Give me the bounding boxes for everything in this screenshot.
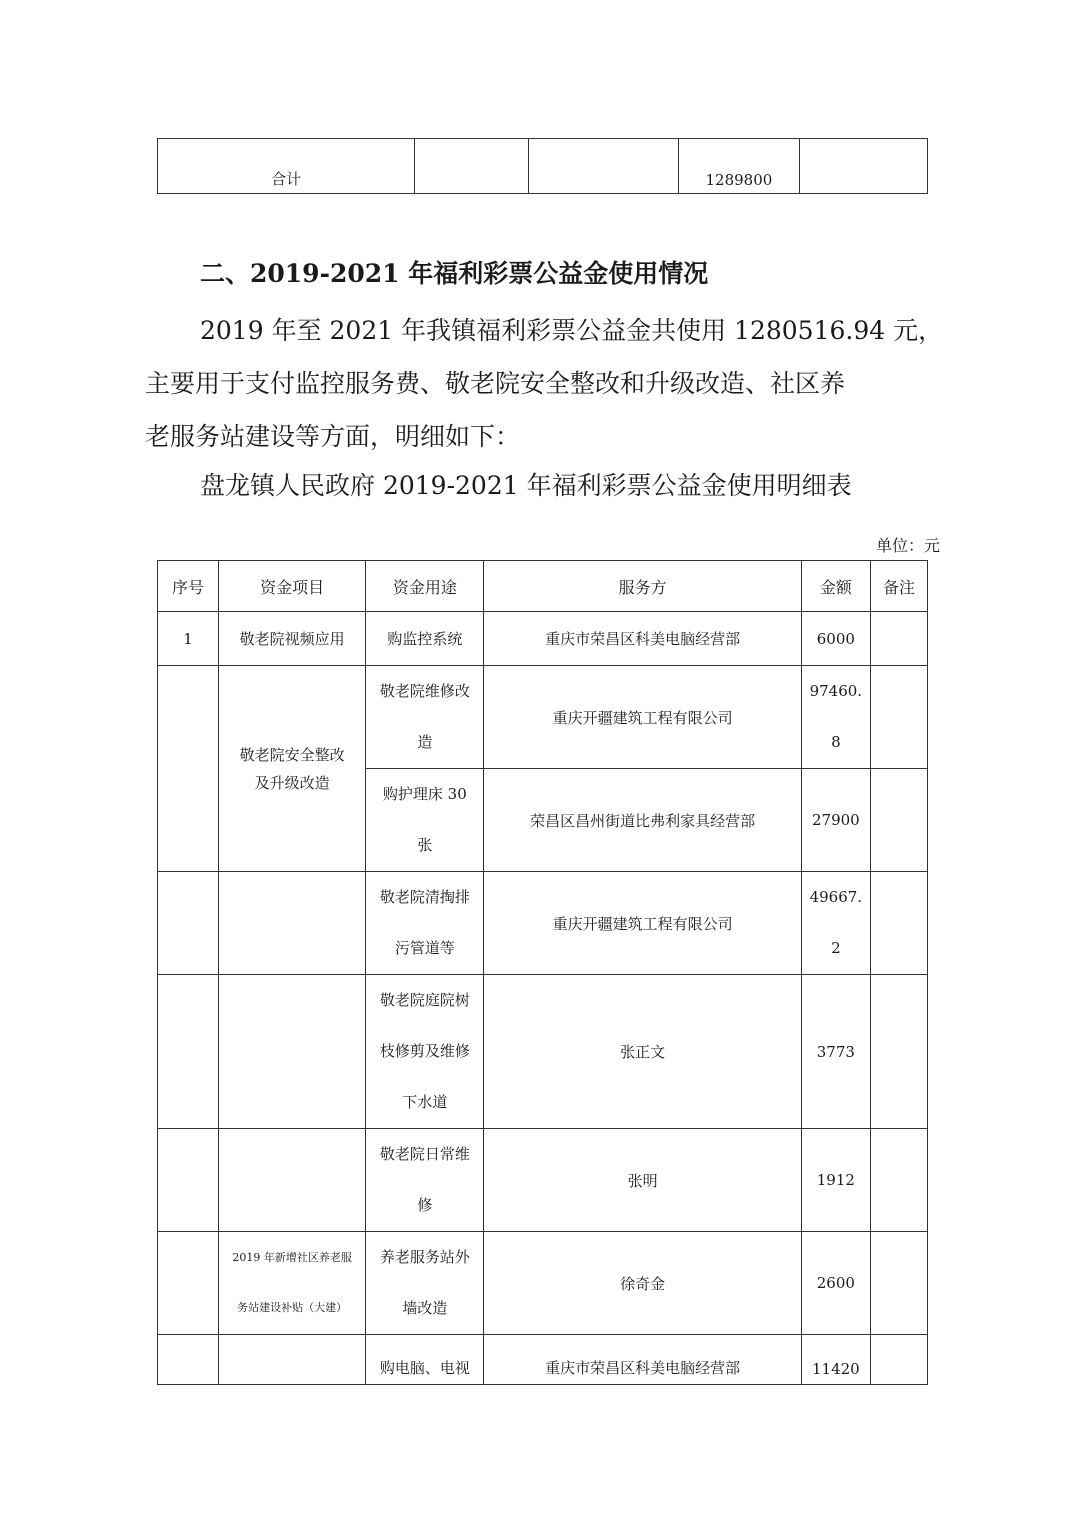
purpose-cell [366, 769, 484, 872]
column-header: 服务方 [484, 561, 801, 612]
note-cell [870, 769, 927, 872]
purpose-cell [366, 1335, 484, 1385]
seq-cell [158, 1232, 219, 1335]
section-heading: 二、2019-2021 年福利彩票公益金使用情况 [200, 259, 709, 288]
purpose-text: 修 [417, 1196, 433, 1214]
column-header: 序号 [158, 561, 219, 612]
table-header-row [158, 561, 928, 612]
note-cell [870, 1232, 927, 1335]
note-cell [870, 612, 927, 666]
amount-text: 97460. [809, 682, 863, 700]
paragraph-line: 2019 年至 2021 年我镇福利彩票公益金共使用 1280516.94 元， [200, 316, 944, 345]
note-cell [870, 666, 927, 769]
amount-text: 6000 [816, 629, 855, 648]
purpose-text: 造 [417, 733, 433, 751]
note-cell [870, 1129, 927, 1232]
project-cell [219, 872, 366, 975]
project-text: 及升级改造 [254, 773, 330, 792]
paragraph-line: 老服务站建设等方面，明细如下： [145, 422, 521, 451]
empty-cell [415, 139, 529, 194]
paragraph-line: 主要用于支付监控服务费、敬老院安全整改和升级改造、社区养 [145, 369, 846, 398]
seq-cell [158, 975, 219, 1129]
total-value: 1289800 [678, 139, 800, 194]
table-row [158, 1335, 928, 1385]
amount-cell [801, 1129, 870, 1232]
column-header: 金额 [801, 561, 870, 612]
provider-cell: 张正文 [484, 975, 801, 1129]
column-header: 备注 [870, 561, 927, 612]
purpose-cell [366, 1129, 484, 1232]
provider-cell: 荣昌区昌州街道比弗利家具经营部 [484, 769, 801, 872]
provider-cell: 重庆市荣昌区科美电脑经营部 [484, 1335, 801, 1385]
provider-cell: 重庆市荣昌区科美电脑经营部 [484, 612, 801, 666]
detail-table [157, 560, 928, 1385]
table-row [158, 975, 928, 1129]
purpose-text: 敬老院日常维 [379, 1145, 470, 1163]
amount-text: 1912 [816, 1171, 855, 1189]
purpose-cell [366, 666, 484, 769]
amount-text: 49667. [809, 888, 863, 906]
provider-cell: 重庆开疆建筑工程有限公司 [484, 666, 801, 769]
purpose-cell [366, 975, 484, 1129]
project-cell [219, 666, 366, 872]
total-label: 合计 [158, 139, 415, 194]
unit-label: 单位：元 [875, 536, 940, 555]
purpose-text: 张 [417, 836, 433, 854]
purpose-text: 敬老院清掏排 [379, 888, 470, 906]
project-text: 敬老院视频应用 [239, 630, 345, 648]
seq-cell [158, 1335, 219, 1385]
amount-cell [801, 975, 870, 1129]
purpose-text: 污管道等 [394, 939, 455, 957]
project-text: 务站建设补贴（大建） [237, 1301, 348, 1314]
table-row [158, 1232, 928, 1335]
purpose-text: 敬老院维修改 [379, 682, 470, 700]
provider-cell: 徐奇金 [484, 1232, 801, 1335]
purpose-text: 枝修剪及维修 [379, 1042, 470, 1060]
note-cell [870, 872, 927, 975]
purpose-text: 购监控系统 [387, 630, 463, 648]
project-text: 2019 年新增社区养老服 [232, 1251, 352, 1264]
purpose-cell [366, 872, 484, 975]
project-cell [219, 975, 366, 1129]
purpose-cell [366, 612, 484, 666]
table-row [158, 872, 928, 975]
amount-text: 2 [831, 939, 841, 957]
provider-cell: 重庆开疆建筑工程有限公司 [484, 872, 801, 975]
seq-cell [158, 1129, 219, 1232]
purpose-text: 下水道 [402, 1093, 448, 1111]
note-cell [870, 1335, 927, 1385]
amount-text: 27900 [811, 811, 860, 829]
table-row [158, 612, 928, 666]
amount-cell [801, 612, 870, 666]
empty-cell [528, 139, 678, 194]
summary-table [157, 138, 928, 194]
purpose-text: 购电脑、电视 [379, 1359, 470, 1377]
amount-cell [801, 666, 870, 769]
purpose-text: 养老服务站外 [379, 1248, 470, 1266]
purpose-text: 敬老院庭院树 [379, 991, 470, 1009]
purpose-cell [366, 1232, 484, 1335]
table-row [158, 666, 928, 769]
project-cell [219, 1129, 366, 1232]
amount-cell [801, 769, 870, 872]
amount-text: 11420 [811, 1360, 860, 1378]
intro-paragraph [145, 304, 945, 463]
table-title: 盘龙镇人民政府 2019-2021 年福利彩票公益金使用明细表 [200, 471, 852, 500]
project-cell [219, 612, 366, 666]
purpose-text: 购护理床 30 [382, 785, 467, 803]
seq-cell: 1 [158, 612, 219, 666]
seq-cell [158, 666, 219, 872]
amount-cell [801, 1335, 870, 1385]
amount-text: 2600 [816, 1274, 855, 1292]
seq-cell [158, 872, 219, 975]
empty-cell [800, 139, 928, 194]
amount-cell [801, 872, 870, 975]
total-row [158, 139, 928, 194]
amount-cell [801, 1232, 870, 1335]
column-header: 资金项目 [219, 561, 366, 612]
table-row [158, 1129, 928, 1232]
project-cell [219, 1232, 366, 1335]
amount-text: 3773 [816, 1042, 855, 1061]
project-cell [219, 1335, 366, 1385]
column-header: 资金用途 [366, 561, 484, 612]
note-cell [870, 975, 927, 1129]
provider-cell: 张明 [484, 1129, 801, 1232]
amount-text: 8 [831, 733, 841, 751]
purpose-text: 墙改造 [402, 1299, 448, 1317]
project-text: 敬老院安全整改 [239, 745, 345, 764]
